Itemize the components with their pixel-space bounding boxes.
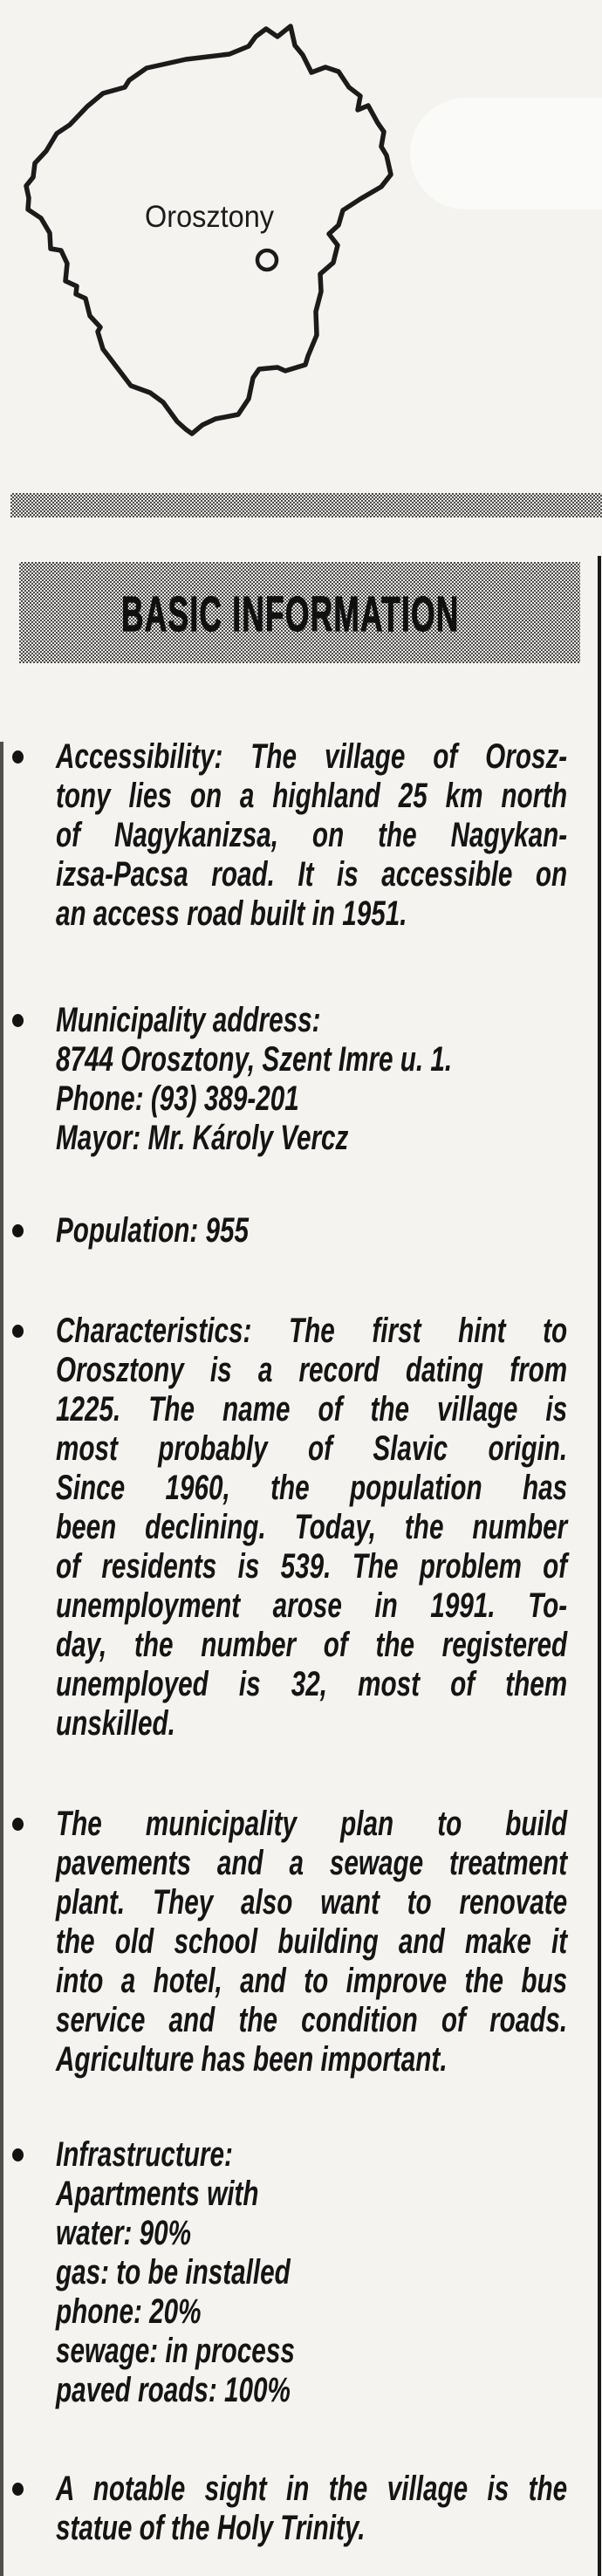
text-line: Agriculture has been important.: [56, 2040, 448, 2079]
text-line: Apartments with: [56, 2175, 259, 2213]
text-line: into a hotel, and to improve the bus: [56, 1962, 568, 2000]
map-label: Orosztony: [145, 200, 275, 234]
bullet-icon: [12, 1325, 24, 1338]
text-line: Municipality address:: [56, 1001, 321, 1039]
text-line: Population: 955: [56, 1211, 249, 1250]
text-line: Orosztony is a record dating from: [56, 1351, 568, 1389]
text-line: statue of the Holy Trinity.: [56, 2509, 366, 2547]
right-edge-rule: [598, 556, 601, 2576]
text-line: Characteristics: The first hint to: [56, 1312, 568, 1350]
text-line: plant. They also want to renovate: [56, 1883, 568, 1922]
text-line: pavements and a sewage treatment: [56, 1844, 568, 1882]
text-line: phone: 20%: [56, 2292, 202, 2331]
section-title: BASIC INFORMATION: [121, 586, 460, 642]
bullet-icon: [12, 1224, 24, 1237]
bleed-through-shape: [410, 98, 602, 209]
text-line: service and the condition of roads.: [56, 2001, 568, 2039]
text-line: izsa-Pacsa road. It is accessible on: [56, 855, 568, 894]
text-line: sewage: in process: [56, 2332, 295, 2370]
text-line: of residents is 539. The problem of: [56, 1547, 568, 1586]
bullet-icon: [12, 2148, 24, 2162]
text-line: Since 1960, the population has: [56, 1469, 568, 1507]
text-line: day, the number of the registered: [56, 1626, 568, 1664]
bullet-icon: [12, 1014, 24, 1027]
text-line: gas: to be installed: [56, 2253, 291, 2292]
text-line: unemployment arose in 1991. To-: [56, 1586, 568, 1625]
left-scan-shadow: [0, 742, 3, 2576]
text-line: most probably of Slavic origin.: [56, 1429, 568, 1468]
text-line: Accessibility: The village of Orosz-: [56, 737, 568, 776]
village-marker-icon: [257, 250, 277, 270]
text-line: Phone: (93) 389-201: [56, 1079, 299, 1118]
text-line: tony lies on a highland 25 km north: [56, 777, 568, 815]
text-line: 1225. The name of the village is: [56, 1390, 568, 1428]
village-map: [0, 0, 436, 454]
text-line: Mayor: Mr. Károly Vercz: [56, 1119, 349, 1157]
text-line: 8744 Orosztony, Szent Imre u. 1.: [56, 1040, 453, 1079]
text-line: paved roads: 100%: [56, 2371, 291, 2409]
text-line: unskilled.: [56, 1704, 175, 1743]
text-line: The municipality plan to build: [56, 1805, 568, 1843]
bullet-icon: [12, 2483, 24, 2496]
text-line: water: 90%: [56, 2214, 192, 2252]
text-line: A notable sight in the village is the: [56, 2470, 568, 2508]
text-line: the old school building and make it: [56, 1922, 568, 1961]
bullet-icon: [12, 750, 24, 764]
text-line: been declining. Today, the number: [56, 1508, 568, 1546]
text-line: Infrastructure:: [56, 2135, 233, 2174]
halftone-divider-strip: [10, 493, 602, 517]
text-line: an access road built in 1951.: [56, 894, 407, 933]
bullet-icon: [12, 1818, 24, 1831]
text-line: of Nagykanizsa, on the Nagykan-: [56, 816, 568, 854]
text-line: unemployed is 32, most of them: [56, 1665, 568, 1703]
